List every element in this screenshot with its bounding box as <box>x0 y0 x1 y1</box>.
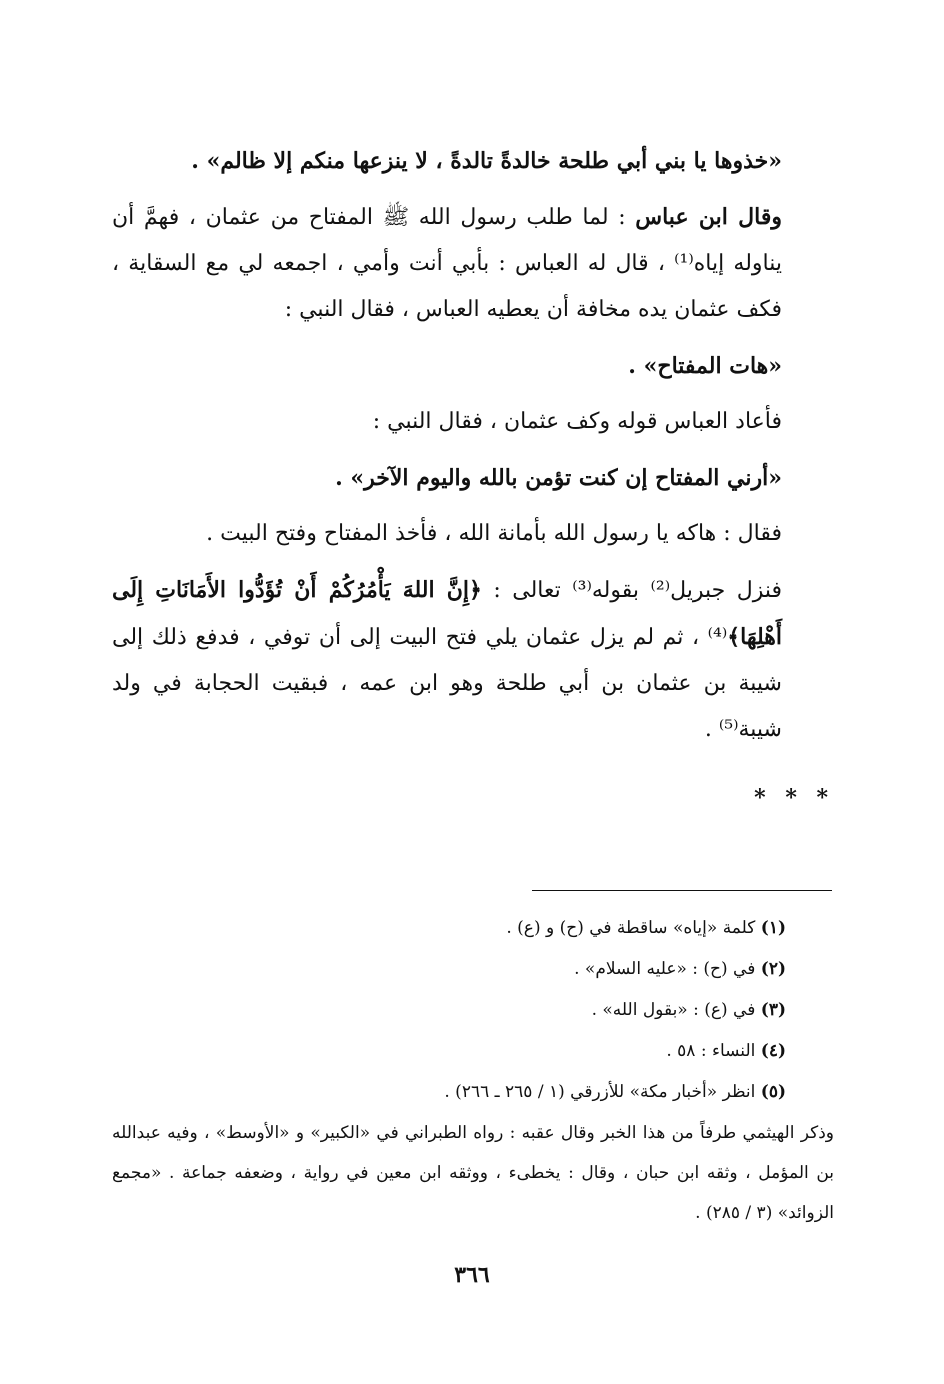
footnote-3 <box>112 990 834 1031</box>
paragraph-narration-2: فقال : هاكه يا رسول الله بأمانة الله ، فأخذ المفتاح وفتح البيت . <box>206 521 782 546</box>
footnote-4 <box>112 1031 834 1072</box>
footnote-4-text: النساء : ٥٨ . <box>666 1041 756 1061</box>
footnote-3-text: في (ع) : «بقول الله» . <box>591 1000 756 1020</box>
quran-verse: ﴿إِنَّ اللهَ يَأْمُرُكُمْ أَنْ تُؤَدُّوا الأَمَانَاتِ إِلَى أَهْلِهَا﴾ <box>112 577 782 650</box>
footnote-rule <box>532 890 832 891</box>
footnote-5-text: انظر «أخبار مكة» للأزرقي (١ / ٢٦٥ ـ ٢٦٦) . <box>444 1082 756 1102</box>
footnote-2 <box>112 949 834 990</box>
footnote-1 <box>112 908 834 949</box>
footnote-5-number: (٥) <box>760 1082 786 1102</box>
revelation-rest: ⁽⁴⁾ ، ثم لم يزل عثمان يلي فتح البيت إلى أن توفي ، فدفع ذلك إلى شيبة بن عثمان بن أبي طلحة وهو ابن عمه ، فبقيت الحجابة في ولد شيبة⁽⁵⁾ . <box>112 625 782 742</box>
paragraph-hadith-2: «هات المفتاح» . <box>628 353 782 379</box>
footnote-3-number: (٣) <box>760 1000 786 1020</box>
paragraph-hadith-3: «أرني المفتاح إن كنت تؤمن بالله واليوم الآخر» . <box>335 465 782 491</box>
revelation-intro: فنزل جبريل⁽²⁾ بقوله⁽³⁾ تعالى : <box>493 578 783 603</box>
footnote-5-continuation: وذكر الهيثمي طرفاً من هذا الخبر وقال عقبه : رواه الطبراني في «الكبير» و «الأوسط» ، وفيه عبدالله بن المؤمل ، وثقه ابن حبان ، وقال : يخطىء ، ووثقه ابن معين في رواية ، وضعفه جماعة . «مجمع الزوائد» (٣ / ٢٨٥) . <box>112 1123 834 1223</box>
paragraph-hadith-1: «خذوها يا بني أبي طلحة خالدةً تالدةً ، لا ينزعها منكم إلا ظالم» . <box>191 148 782 174</box>
footnote-1-number: (١) <box>760 918 786 938</box>
main-text <box>112 138 834 811</box>
section-separator: * * * <box>754 785 834 811</box>
paragraph-narration-1: فأعاد العباس قوله وكف عثمان ، فقال النبي : <box>372 409 782 434</box>
page-number: ٣٦٦ <box>454 1262 490 1288</box>
footnote-1-text: كلمة «إياه» ساقطة في (ح) و (ع) . <box>506 918 756 938</box>
footnote-5 <box>112 1072 834 1113</box>
paragraph-revelation <box>112 567 834 753</box>
footnote-2-number: (٢) <box>760 959 786 979</box>
speaker-ibn-abbas: وقال ابن عباس <box>635 204 782 230</box>
paragraph-ibn-abbas-text: : لما طلب رسول الله ﷺ المفتاح من عثمان ، فهمَّ أن يناوله إياه⁽¹⁾ ، قال له العباس : بأبي أنت وأمي ، اجمعه لي مع السقاية ، فكف عثمان يده مخافة أن يعطيه العباس ، فقال النبي : <box>112 205 782 322</box>
paragraph-ibn-abbas <box>112 194 834 333</box>
footnote-4-number: (٤) <box>760 1041 786 1061</box>
footnote-2-text: في (ح) : «عليه السلام» . <box>574 959 756 979</box>
footnotes <box>112 908 834 1233</box>
